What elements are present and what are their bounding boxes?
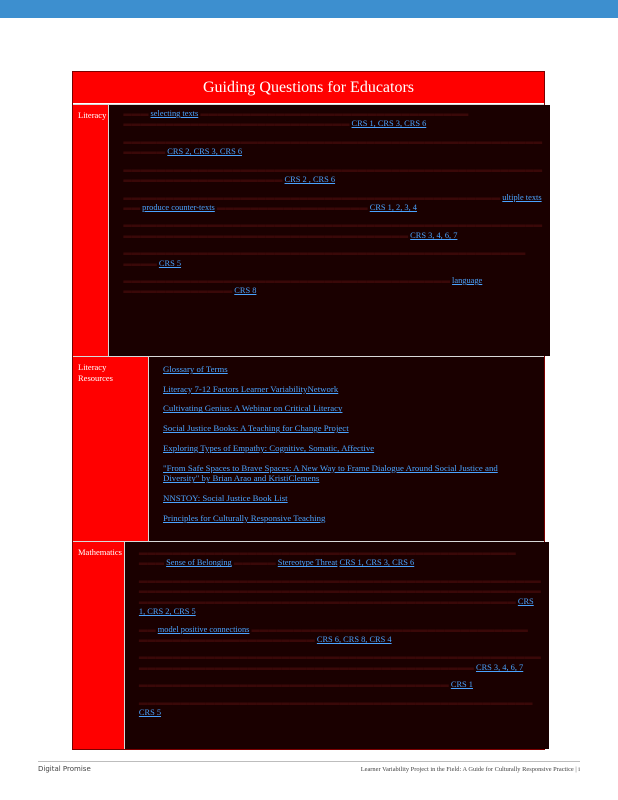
math-question-2: ▬▬▬▬▬▬▬▬▬▬▬▬▬▬▬▬▬▬▬▬▬▬▬▬▬▬▬▬▬▬▬▬▬▬▬▬▬▬▬▬▬▬▬▬▬▬▬▬ ▬▬▬▬▬▬▬▬▬▬▬▬▬▬▬▬▬▬▬▬▬▬▬▬▬▬▬▬▬▬▬▬▬▬▬▬▬▬▬▬▬▬▬▬▬▬▬▬ ▬▬▬▬▬▬▬▬▬▬▬▬▬▬▬▬▬▬▬▬▬▬▬▬▬▬▬▬▬▬▬▬▬▬▬▬▬▬▬▬▬▬▬▬▬ CRS 1, CRS 2, CRS 5 <box>138 575 541 617</box>
literacy-question-7: ▬▬▬▬▬▬▬▬▬▬▬▬▬▬▬▬▬▬▬▬▬▬▬▬▬▬▬▬▬▬▬▬▬▬▬▬▬▬▬ language ▬▬▬▬▬▬▬▬▬▬▬▬▬ CRS 8 <box>123 276 483 296</box>
sense-of-belonging-link[interactable]: Sense of Belonging <box>166 558 232 568</box>
crs-link[interactable]: CRS 5 <box>138 708 162 718</box>
resource-link[interactable]: Literacy 7-12 Factors Learner VariabilityNetwork <box>163 383 339 394</box>
math-question-4: ▬▬▬▬▬▬▬▬▬▬▬▬▬▬▬▬▬▬▬▬▬▬▬▬▬▬▬▬▬▬▬▬▬▬▬▬▬▬▬▬▬▬▬▬▬▬▬▬ ▬▬▬▬▬▬▬▬▬▬▬▬▬▬▬▬▬▬▬▬▬▬▬▬▬▬▬▬▬▬▬▬▬▬▬▬▬▬▬▬ CRS 3, 4, 6, 7 <box>138 652 541 672</box>
top-color-bar <box>0 0 618 18</box>
language-link[interactable]: language <box>452 276 483 286</box>
mathematics-label: Mathematics <box>73 542 125 749</box>
selecting-texts-link[interactable]: selecting texts <box>150 109 199 118</box>
resource-link[interactable]: Social Justice Books: A Teaching for Change Project <box>163 423 349 434</box>
math-question-5: ▬▬▬▬▬▬▬▬▬▬▬▬▬▬▬▬▬▬▬▬▬▬▬▬▬▬▬▬▬▬▬▬▬▬▬▬▬ CRS 1 <box>138 680 473 690</box>
resources-label-line1: Literacy <box>78 362 107 372</box>
resource-link[interactable]: Cultivating Genius: A Webinar on Critical Literacy <box>163 403 343 414</box>
footer-brand-logo: Digital Promise <box>38 765 91 773</box>
crs-link[interactable]: CRS 2, CRS 3, CRS 6 <box>167 147 243 157</box>
resource-link[interactable]: NNSTOY: Social Justice Book List <box>163 493 288 504</box>
crs-link[interactable]: CRS 1, 2, 3, 4 <box>369 202 417 212</box>
literacy-question-5: ▬▬▬▬▬▬▬▬▬▬▬▬▬▬▬▬▬▬▬▬▬▬▬▬▬▬▬▬▬▬▬▬▬▬▬▬▬▬▬▬▬▬▬▬▬▬▬▬▬▬ ▬▬▬▬▬▬▬▬▬▬▬▬▬▬▬▬▬▬▬▬▬▬▬▬▬▬▬▬▬▬▬▬▬▬ CRS 3, 4, 6, 7 <box>123 220 543 240</box>
table-title: Guiding Questions for Educators <box>73 72 544 104</box>
literacy-question-1: ▬▬▬ selecting texts ▬▬▬▬▬▬▬▬▬▬▬▬▬▬▬▬▬▬▬▬▬▬▬▬▬▬▬▬▬▬▬▬ ▬▬▬▬▬▬▬▬▬▬▬▬▬▬▬▬▬▬▬▬▬▬▬▬▬▬▬ CRS 1, CRS 3, CRS 6 <box>123 109 469 129</box>
literacy-question-2: ▬▬▬▬▬▬▬▬▬▬▬▬▬▬▬▬▬▬▬▬▬▬▬▬▬▬▬▬▬▬▬▬▬▬▬▬▬▬▬▬▬▬▬▬▬▬▬▬▬▬ ▬▬▬▬▬ CRS 2, CRS 3, CRS 6 <box>123 136 543 157</box>
crs-link[interactable]: CRS 1 <box>450 680 473 690</box>
math-question-1: ▬▬▬▬▬▬▬▬▬▬▬▬▬▬▬▬▬▬▬▬▬▬▬▬▬▬▬▬▬▬▬▬▬▬▬▬▬▬▬▬▬▬▬▬▬ ▬▬▬ Sense of Belonging ▬▬▬▬▬ Stereotype Threat CRS 1, CRS 3, CRS 6 <box>138 548 516 568</box>
stereotype-threat-link[interactable]: Stereotype Threat <box>277 558 338 568</box>
resource-link[interactable]: Exploring Types of Empathy: Cognitive, Somatic, Affective <box>163 442 375 453</box>
resources-label-line2: Resources <box>78 373 113 384</box>
crs-link[interactable]: CRS 1, CRS 3, CRS 6 <box>339 558 415 568</box>
literacy-resources-label <box>73 357 149 541</box>
crs-link[interactable]: CRS 3, 4, 6, 7 <box>410 230 458 240</box>
resource-link[interactable]: Principles for Culturally Responsive Teaching <box>163 512 326 523</box>
crs-link[interactable]: CRS 5 <box>158 258 182 268</box>
literacy-question-3: ▬▬▬▬▬▬▬▬▬▬▬▬▬▬▬▬▬▬▬▬▬▬▬▬▬▬▬▬▬▬▬▬▬▬▬▬▬▬▬▬▬▬▬▬▬▬▬▬▬▬ ▬▬▬▬▬▬▬▬▬▬▬▬▬▬▬▬▬▬▬ CRS 2 , CRS 6 <box>123 164 543 185</box>
resource-link[interactable]: "From Safe Spaces to Brave Spaces: A New Way to Frame Dialogue Around Social Justice and Diversity" by Brian Arao and KristiClemens <box>163 462 498 484</box>
mathematics-content <box>125 542 549 749</box>
guiding-questions-table <box>72 71 545 750</box>
literacy-resources-row <box>73 356 544 541</box>
literacy-resources-content <box>149 357 544 541</box>
footer-document-title: Learner Variability Project in the Field: A Guide for Culturally Responsive Practice | i <box>360 766 580 773</box>
crs-link[interactable]: CRS 1, CRS 3, CRS 6 <box>351 119 427 129</box>
multiple-texts-link[interactable]: ultiple texts <box>502 192 542 202</box>
literacy-row <box>73 104 544 356</box>
crs-link[interactable]: CRS 1, CRS 2, CRS 5 <box>138 596 534 617</box>
mathematics-row <box>73 541 544 749</box>
math-question-6: ▬▬▬▬▬▬▬▬▬▬▬▬▬▬▬▬▬▬▬▬▬▬▬▬▬▬▬▬▬▬▬▬▬▬▬▬▬▬▬▬▬▬▬▬▬▬▬ CRS 5 <box>138 697 533 718</box>
crs-link[interactable]: CRS 2 , CRS 6 <box>284 175 336 185</box>
literacy-content <box>109 105 550 356</box>
produce-counter-texts-link[interactable]: produce counter-texts <box>142 202 215 212</box>
crs-link[interactable]: CRS 6, CRS 8, CRS 4 <box>316 634 392 644</box>
model-positive-connections-link[interactable]: model positive connections <box>157 624 250 634</box>
literacy-question-4: ▬▬▬▬▬▬▬▬▬▬▬▬▬▬▬▬▬▬▬▬▬▬▬▬▬▬▬▬▬▬▬▬▬▬▬▬▬▬▬▬▬▬▬▬▬ ultiple texts ▬▬ produce counter-texts ▬▬▬▬▬▬▬▬▬▬▬▬▬▬▬▬▬▬ CRS 1, 2, 3, 4 <box>123 192 542 212</box>
literacy-label: Literacy <box>73 105 109 356</box>
footer-divider <box>38 761 580 762</box>
math-question-3: ▬▬ model positive connections ▬▬▬▬▬▬▬▬▬▬▬▬▬▬▬▬▬▬▬▬▬▬▬▬▬▬▬▬▬▬▬▬▬ ▬▬▬▬▬▬▬▬▬▬▬▬▬▬▬▬▬▬▬▬▬ CRS 6, CRS 8, CRS 4 <box>138 624 528 644</box>
literacy-question-6: ▬▬▬▬▬▬▬▬▬▬▬▬▬▬▬▬▬▬▬▬▬▬▬▬▬▬▬▬▬▬▬▬▬▬▬▬▬▬▬▬▬▬▬▬▬▬▬▬ ▬▬▬▬ CRS 5 <box>123 248 526 268</box>
crs-link[interactable]: CRS 3, 4, 6, 7 <box>476 662 524 672</box>
resource-link[interactable]: Glossary of Terms <box>163 364 228 374</box>
crs-link[interactable]: CRS 8 <box>234 286 257 296</box>
